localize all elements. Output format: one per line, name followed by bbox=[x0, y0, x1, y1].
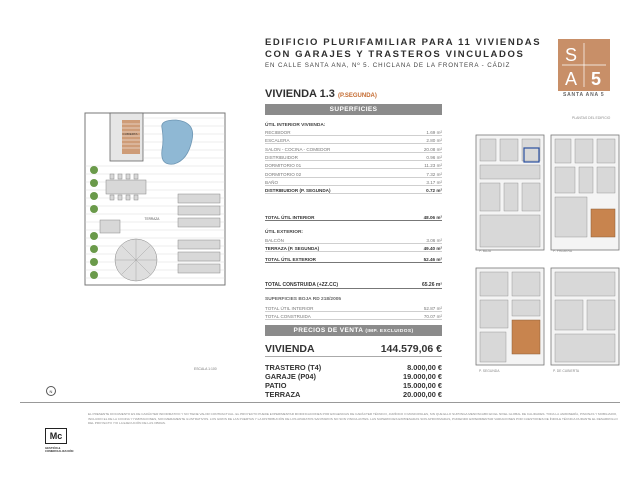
north-arrow-icon: N bbox=[46, 386, 56, 396]
price-extra-row: TERRAZA 20.000,00 € bbox=[265, 390, 442, 399]
terrace-label: TERRAZA bbox=[144, 217, 160, 221]
interior-row: DORMITORIO 01 11.23 m² bbox=[265, 163, 442, 169]
interior-row: DISTRIBUIDOR (P. SEGUNDA) 0.72 m² bbox=[265, 188, 442, 194]
plan-scale: ESCALA 1:100 bbox=[194, 367, 217, 371]
site-label-second: P. SEGUNDA bbox=[479, 369, 500, 373]
site-title: PLANTAS DEL EDIFICIO bbox=[572, 116, 611, 120]
exterior-row: TERRAZA (P. SEGUNDA) 49.40 m² bbox=[265, 246, 442, 252]
interior-row: BAÑO 3.17 m² bbox=[265, 179, 442, 185]
unit-title: VIVIENDA 1.3 (P.SEGUNDA) bbox=[265, 88, 377, 100]
logo-caption: SANTA ANA 5 bbox=[563, 92, 605, 98]
site-plan-ground bbox=[474, 133, 546, 255]
interior-row: DISTRIBUIDOR 0.96 m² bbox=[265, 154, 442, 160]
floor-plan bbox=[80, 108, 230, 290]
exterior-label: ÚTIL EXTERIOR: bbox=[265, 230, 304, 235]
logo-letter-s: S bbox=[564, 45, 578, 65]
total-built-row: TOTAL CONSTRUIDA (+ZZ.CC) 65.26 m² bbox=[265, 282, 442, 288]
price-extra-row: GARAJE (P04) 19.000,00 € bbox=[265, 372, 442, 381]
logo-number: 5 bbox=[590, 69, 602, 89]
site-label-roof: P. DE CUBIERTA bbox=[553, 369, 580, 373]
planters bbox=[90, 166, 98, 279]
building-title: EDIFICIO PLURIFAMILIAR PARA 11 VIVIENDAS CON GARAJES Y TRASTEROS VINCULADOS bbox=[265, 37, 542, 60]
price-main-row: VIVIENDA 144.579,06 € bbox=[265, 343, 442, 355]
site-plan-first bbox=[549, 133, 621, 255]
pool bbox=[162, 120, 193, 164]
price-extra-row: TRASTERO (T4) 8.000,00 € bbox=[265, 363, 442, 372]
legal-disclaimer: EL PRESENTE DOCUMENTO ES DE CARÁCTER INFORMATIVO Y NO TIENE VALOR CONTRACTUAL. EL PROYECTO PUEDE EXPERIMENTAR MODIFICACIONES POR EXIGENCIAS DE CARÁCTER TÉCNICO, JURÍDICO O MUNICIPALES, SIN QUE ELLO SUPONGA MENOSCABO EN EL NIVEL GLOBAL DE CALIDADES. TODA LA JARDINERÍA, PISCINAS Y MOBILIARIO, INCLUIDO EL DE LA COCINA Y HABITACIONES, SON MERAMENTE ILUSTRATIVOS. LOS GIROS DE LAS PUERTAS Y LA DISTRIBUCIÓN DE LOS APARATOS SANITARIOS NO SON VINCULANTES. LAS SUPERFICIES EXPRESADAS SON APROXIMADAS, PUDIENDO EXPERIMENTAR VARIACIONES POR CUESTIONES DE ÍNDOLE TÉCNICA DURANTE EL DESARROLLO DEL PROYECTO Y/O LA EJECUCIÓN DE LAS OBRAS. bbox=[88, 412, 618, 426]
site-label-ground: P. BAJA bbox=[479, 249, 492, 253]
stair-label: CUBIERTA bbox=[122, 132, 138, 136]
interior-label: ÚTIL INTERIOR VIVIENDA: bbox=[265, 123, 326, 128]
interior-row: SALON - COCINA - COMEDOR 20.08 m² bbox=[265, 146, 442, 152]
site-label-first: P. PRIMERA bbox=[553, 249, 573, 253]
brand-logo: Mc bbox=[45, 428, 67, 444]
building-address: EN CALLE SANTA ANA, Nº 5. CHICLANA DE LA FRONTERA - CÁDIZ bbox=[265, 62, 511, 69]
boja-row: TOTAL ÚTIL INTERIOR 52.87 m² bbox=[265, 306, 442, 311]
santa-ana-logo bbox=[558, 39, 610, 91]
boja-row: TOTAL CONSTRUIDA 70.07 m² bbox=[265, 314, 442, 320]
logo-letter-a: A bbox=[564, 69, 578, 89]
footer-separator bbox=[20, 402, 620, 403]
site-plan-roof bbox=[549, 266, 621, 368]
site-plan-second bbox=[474, 266, 546, 368]
brand-caption: GESTIÓN & COMERCIALIZACIÓN bbox=[45, 446, 74, 454]
total-interior-row: TOTAL ÚTIL INTERIOR 48.06 m² bbox=[265, 215, 442, 220]
exterior-row: BALCÓN 3.06 m² bbox=[265, 238, 442, 243]
interior-row: ESCALERA 2.80 m² bbox=[265, 138, 442, 144]
interior-row: DORMITORIO 02 7.32 m² bbox=[265, 171, 442, 177]
interior-row: RECIBIDOR 1.69 m² bbox=[265, 130, 442, 135]
total-exterior-row: TOTAL ÚTIL EXTERIOR 52.46 m² bbox=[265, 257, 442, 262]
price-extra-row: PATIO 15.000,00 € bbox=[265, 381, 442, 390]
unit-floor: (P.SEGUNDA) bbox=[337, 93, 377, 99]
surfaces-header: SUPERFICIES bbox=[265, 104, 442, 115]
boja-label: SUPERFICIES BOJA RD 218/2005 bbox=[265, 297, 342, 302]
prices-header: PRECIOS DE VENTA (IMP. EXCLUIDOS) bbox=[265, 325, 442, 336]
